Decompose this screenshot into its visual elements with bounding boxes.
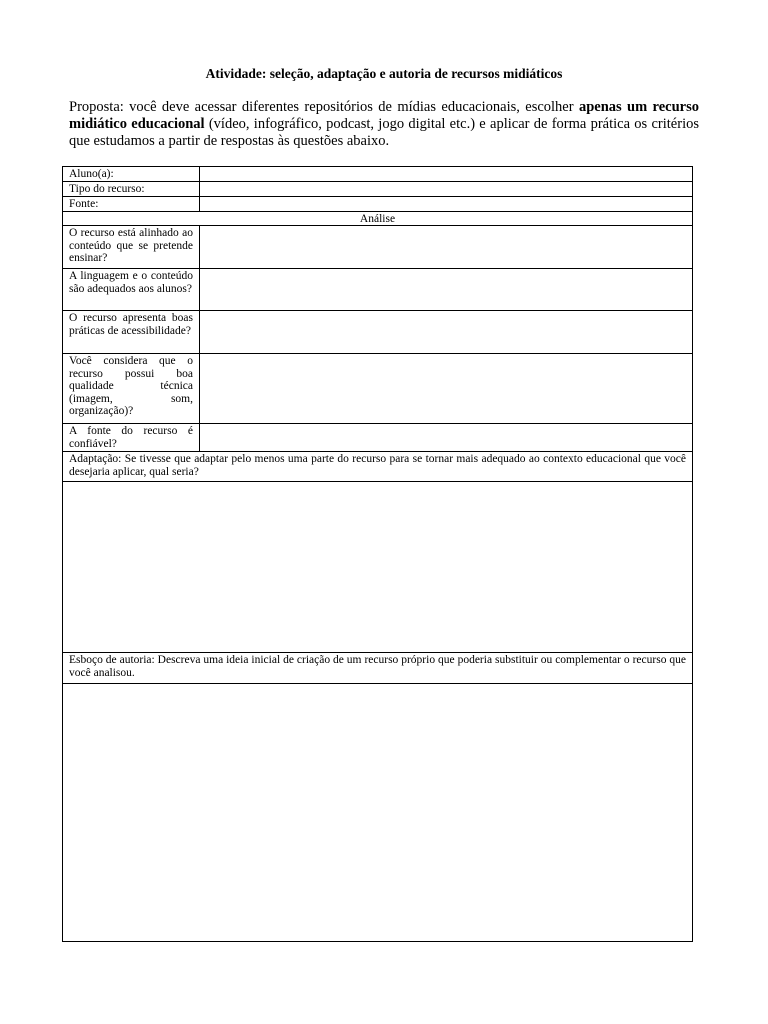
question-row (63, 354, 693, 424)
authoring-prompt: Esboço de autoria: Descreva uma ideia inicial de criação de um recurso próprio que poderia substituir ou complementar o recurso que você analisou. (63, 653, 693, 684)
activity-form-table (62, 166, 693, 942)
question-label: Você considera que o recurso possui boa qualidade técnica (imagem, som, organização)? (63, 354, 200, 424)
authoring-prompt-row (63, 653, 693, 684)
field-label-student: Aluno(a): (63, 167, 200, 182)
authoring-answer-row (63, 684, 693, 942)
intro-paragraph (69, 99, 699, 150)
question-label: O recurso está alinhado ao conteúdo que se pretende ensinar? (63, 226, 200, 269)
field-row-student (63, 167, 693, 182)
field-label-source: Fonte: (63, 196, 200, 211)
question-answer-field[interactable] (200, 311, 693, 354)
adaptation-answer-area[interactable] (63, 482, 693, 653)
field-input-resource-type[interactable] (200, 182, 693, 197)
adaptation-prompt: Adaptação: Se tivesse que adaptar pelo menos uma parte do recurso para se tornar mais adequado ao contexto educacional que você desejaria aplicar, qual seria? (63, 452, 693, 482)
question-answer-field[interactable] (200, 354, 693, 424)
field-input-source[interactable] (200, 196, 693, 211)
question-answer-field[interactable] (200, 424, 693, 452)
question-answer-field[interactable] (200, 269, 693, 311)
field-label-resource-type: Tipo do recurso: (63, 182, 200, 197)
intro-text-end: (vídeo, infográfico, podcast, jogo digital etc.) e aplicar de forma prática os critérios que estudamos a partir de respostas às questões abaixo. (69, 116, 699, 149)
question-label: O recurso apresenta boas práticas de acessibilidade? (63, 311, 200, 354)
field-input-student[interactable] (200, 167, 693, 182)
adaptation-prompt-row (63, 452, 693, 482)
intro-text-start: Proposta: você deve acessar diferentes repositórios de mídias educacionais, escolher (69, 99, 579, 115)
question-row (63, 311, 693, 354)
question-row (63, 226, 693, 269)
intro-text-emphasis: apenas um recurso midiático educacional (69, 99, 699, 132)
authoring-answer-area[interactable] (63, 684, 693, 942)
question-label: A linguagem e o conteúdo são adequados aos alunos? (63, 269, 200, 311)
field-row-resource-type (63, 182, 693, 197)
question-label: A fonte do recurso é confiável? (63, 424, 200, 452)
question-row (63, 269, 693, 311)
adaptation-answer-row (63, 482, 693, 653)
question-row (63, 424, 693, 452)
analysis-header: Análise (63, 211, 693, 226)
field-row-source (63, 196, 693, 211)
analysis-header-row (63, 211, 693, 226)
question-answer-field[interactable] (200, 226, 693, 269)
document-title: Atividade: seleção, adaptação e autoria de recursos midiáticos (205, 66, 563, 81)
